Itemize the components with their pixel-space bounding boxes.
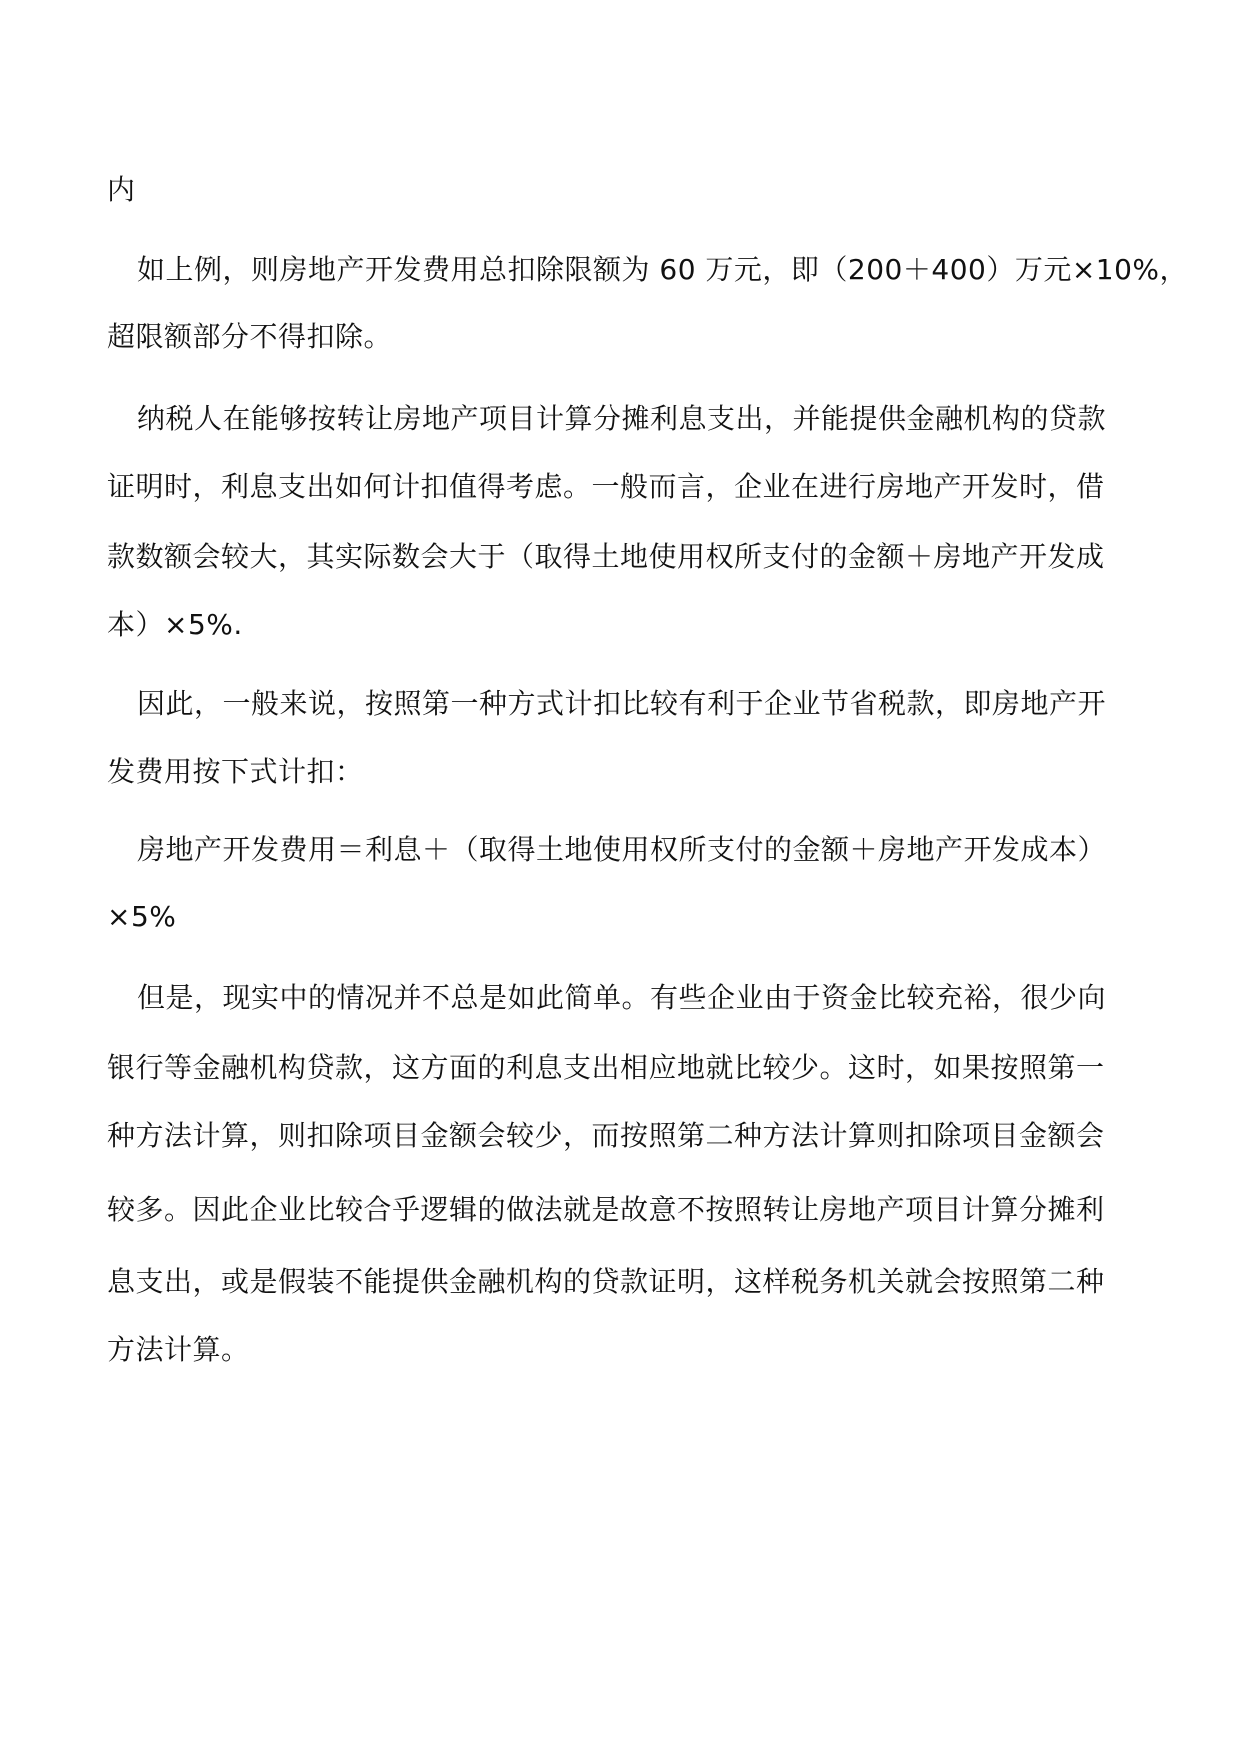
text-line: 本）×5%. [107, 608, 243, 641]
text-line: 款数额会较大，其实际数会大于（取得土地使用权所支付的金额＋房地产开发成 [107, 540, 1105, 573]
text-line: 超限额部分不得扣除。 [107, 320, 393, 353]
text-line: 银行等金融机构贷款，这方面的利息支出相应地就比较少。这时，如果按照第一 [107, 1051, 1105, 1084]
text-line: 种方法计算，则扣除项目金额会较少，而按照第二种方法计算则扣除项目金额会 [107, 1119, 1105, 1152]
text-line: 证明时，利息支出如何计扣值得考虑。一般而言，企业在进行房地产开发时，借 [107, 470, 1105, 503]
text-line: 息支出，或是假装不能提供金融机构的贷款证明，这样税务机关就会按照第二种 [107, 1265, 1105, 1298]
text-line: 房地产开发费用＝利息＋（取得土地使用权所支付的金额＋房地产开发成本） [137, 833, 1107, 866]
text-line: 但是，现实中的情况并不总是如此简单。有些企业由于资金比较充裕，很少向 [137, 981, 1107, 1014]
text-line: 纳税人在能够按转让房地产项目计算分摊利息支出，并能提供金融机构的贷款 [137, 402, 1107, 435]
text-line: 较多。因此企业比较合乎逻辑的做法就是故意不按照转让房地产项目计算分摊利 [107, 1193, 1105, 1226]
text-line: 发费用按下式计扣： [107, 755, 364, 788]
text-line: 因此，一般来说，按照第一种方式计扣比较有利于企业节省税款，即房地产开 [137, 687, 1107, 720]
text-line: ×5% [107, 900, 177, 933]
text-line: 方法计算。 [107, 1333, 250, 1366]
text-line: 内 [107, 173, 136, 206]
text-line: 如上例，则房地产开发费用总扣除限额为 60 万元，即（200＋400）万元×10%， [137, 253, 1189, 286]
